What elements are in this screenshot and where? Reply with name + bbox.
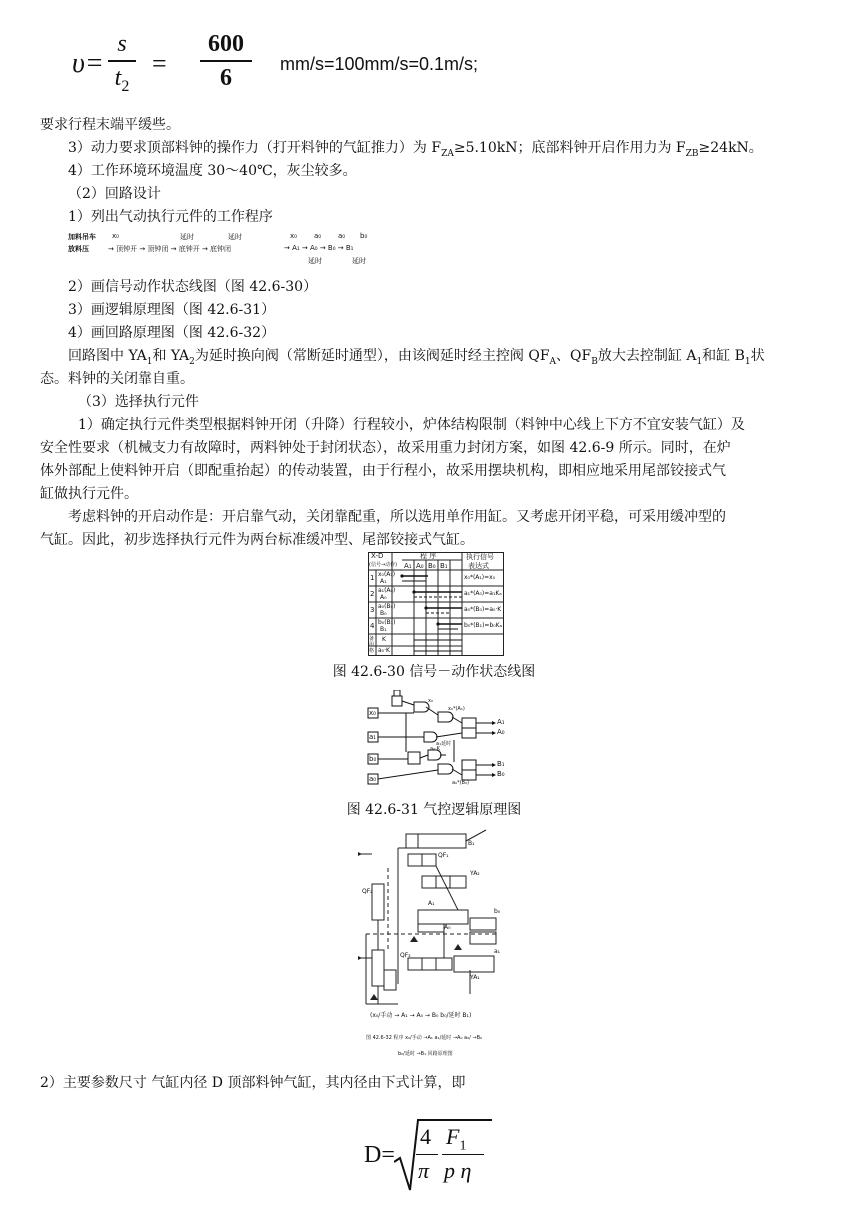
paragraph-line: 4）画回路原理图（图 42.6-32）: [68, 325, 276, 341]
pneumatic-circuit-diagram: [358, 824, 508, 1068]
paragraph-line: 3）动力要求顶部料钟的操作力（打开料钟的气缸推力）为 $F_{ZA}\ge 5.10kN$；底部料钟开启作用力为 $F_{ZB}\ge 24kN$。: [68, 140, 763, 159]
paragraph-line: 2）主要参数尺寸 气缸内径 D 顶部料钟气缸，其内径由下式计算，即: [40, 1075, 466, 1091]
section-heading: （3）选择执行元件: [78, 394, 199, 410]
paragraph-line: 考虑料钟的开启动作是：开启靠气动，关闭靠配重，所以选用单作用缸。又考虑开闭平稳，可采用缓冲型的: [68, 509, 726, 525]
paragraph-line: 安全性要求（机械支力有故障时，两料钟处于封闭状态），故采用重力封闭方案，如图 42.6-9 所示。同时，在炉: [40, 440, 731, 456]
paragraph-line: 态。料钟的关闭靠自重。: [40, 371, 194, 387]
paragraph-line: 回路图中 $YA_1$和 $YA_2$为延时换向阀（常断延时通型），由该阀延时经主控阀 $QF_A$、$QF_B$放大去控制缸 $A_1$和缸 $B_1$状: [68, 348, 765, 367]
formula-lhs: υ=: [72, 48, 104, 79]
work-program-sequence: 加料吊车 放料压 x₀ 延时 延时 x₀ a₀ a₀ b₀ → 顶钟开 → 顶钟闭 → 底钟开 → 底钟闭 → A₁ → A₀ → B₀ → B₁ 延时 延时: [68, 232, 368, 265]
paragraph-line: 1）列出气动执行元件的工作程序: [68, 209, 273, 225]
paragraph-line: 要求行程末端平缓些。: [40, 117, 180, 133]
fraction-600-over-6: 600 6: [176, 30, 276, 92]
figure-caption: 图 42.6-31 气控逻辑原理图: [346, 802, 522, 818]
signal-action-table-figure: X-D 程 序 执行信号 (信号→动作) A₁ A₀ B₀ B₁ 表达式 1 x₀(A₁) A₁ x₀*(A₁)=x₀ 2 a₁(A₀) A₀ a₁*(A₀)=a₁Kₐ 3 a₀(B₀) B₀ a₀*(B₀)=a₀·K 4 b₀(B₁) B₁ b₀*(B₁)=b₀Kₐ 备用格 K a₀·K: [368, 552, 504, 656]
paragraph-line: 3）画逻辑原理图（图 42.6-31）: [68, 302, 276, 318]
fraction-s-over-t2: s $t_2$: [108, 30, 136, 101]
paragraph-line: 缸做执行元件。: [40, 486, 138, 502]
circuit-diagram-figure: B₁ QF₁ YA₂ QF₂ A₁ A₀ YA₁ QF₃ b₀ a₁ (x₀/手动 → A₁ → A₀ → B₀ b₀/延时 B₁) 图 42.6-32 程序 x₀/手动 →A₁ a₁/延时 →A₀ a₀/ →B₀ b₀/延时 →B₁ 回路原理图: [358, 824, 508, 1068]
paragraph-line: 1）确定执行元件类型根据料钟开闭（升降）行程较小，炉体结构限制（料钟中心线上下方不宜安装气缸）及: [78, 417, 745, 433]
paragraph-line: 气缸。因此，初步选择执行元件为两台标准缓冲型、尾部铰接式气缸。: [40, 532, 474, 548]
section-heading: （2）回路设计: [68, 186, 161, 202]
logic-diagram: [366, 690, 506, 788]
paragraph-line: 体外部配上使料钟开启（即配重抬起）的传动装置，由于行程小，故采用摆块机构，即相应地采用尾部铰接式气: [40, 463, 726, 479]
figure-caption: 图 42.6-30 信号－动作状态线图: [332, 664, 536, 680]
paragraph-line: 4）工作环境环境温度 30～40℃，灰尘较多。: [68, 163, 357, 179]
formula-lhs: D=: [364, 1142, 395, 1168]
paragraph-line: 2）画信号动作状态线图（图 42.6-30）: [68, 279, 318, 295]
diameter-formula: D= 4 π $F_1$ p η: [364, 1114, 524, 1194]
formula-result: mm/s=100mm/s=0.1m/s;: [280, 54, 479, 74]
equals-sign: =: [152, 49, 167, 78]
logic-diagram-figure: x₀ a₁ b₀ a₀ A₁ A₀ B₁ B₀ x₀ x₀*(A₁) a₁延时 a₀·K a₀*(B₀): [366, 690, 506, 788]
